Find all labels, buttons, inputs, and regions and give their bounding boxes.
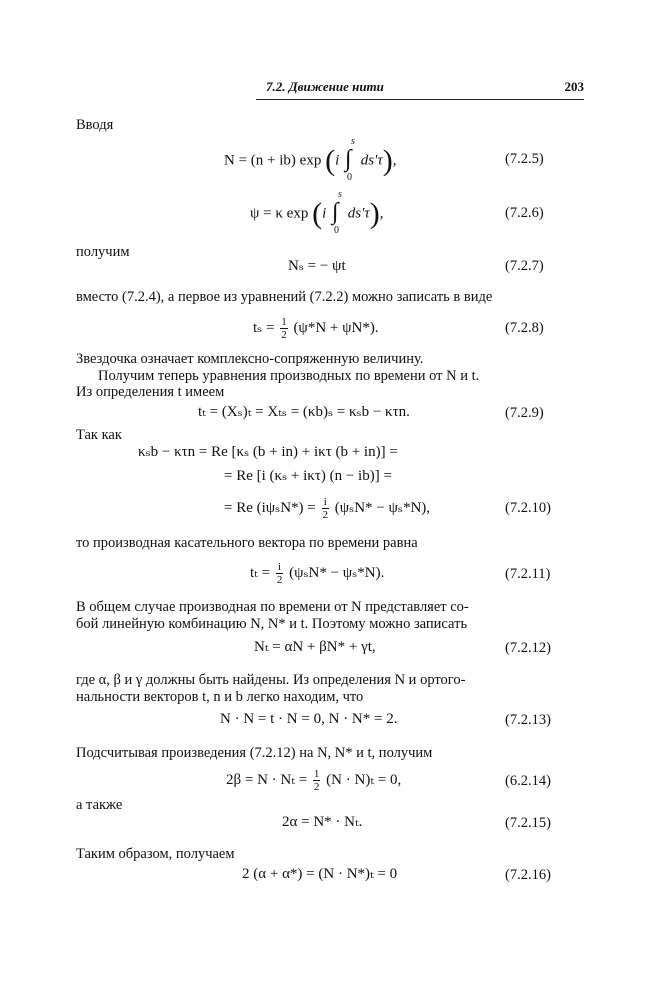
- equation-number: (7.2.6): [505, 205, 544, 221]
- section-title: 7.2. Движение нити: [266, 79, 384, 94]
- fraction: $\frac{1}{2}$: [281, 316, 287, 342]
- imag-unit: i: [322, 205, 327, 222]
- equation-number: (7.2.5): [505, 151, 544, 167]
- text-line: то производная касательного вектора по времени равна: [76, 535, 418, 551]
- text-line: Так как: [76, 427, 122, 443]
- equation-number: (7.2.9): [505, 405, 544, 421]
- paren-right: ): [382, 144, 393, 177]
- equation-7-2-13: N · N = t · N = 0, N · N* = 2.: [220, 711, 398, 727]
- text-line: Подсчитывая произведения (7.2.12) на N, N* и t, получим: [76, 745, 433, 761]
- text-line: Звездочка означает комплексно-сопряженную величину.: [76, 351, 424, 367]
- equation-number: (7.2.7): [505, 258, 544, 274]
- page-number: 203: [564, 79, 584, 94]
- equation-7-2-10-line1: κₛb − κτn = Re [κₛ (b + in) + iκτ (b + in)] =: [138, 444, 398, 460]
- text-line: бой линейную комбинацию N, N* и t. Поэтому можно записать: [76, 616, 468, 632]
- eq-rhs: (ψ*N + ψN*).: [293, 320, 379, 337]
- eq-tail: ,: [379, 205, 384, 222]
- text-line: Вводя: [76, 117, 114, 133]
- fraction: $\frac{i}{2}$: [322, 496, 329, 522]
- eq-lhs: = Re (iψₛN*) =: [224, 500, 316, 517]
- equation-7-2-7: Nₛ = − ψt: [288, 258, 346, 274]
- fraction: $\frac{i}{2}$: [276, 561, 283, 587]
- equation-number: (6.2.14): [505, 773, 551, 789]
- equation-7-2-10-line3: [224, 496, 430, 521]
- eq-rhs: (N · N)ₜ = 0,: [326, 772, 402, 789]
- equation-number: (7.2.15): [505, 815, 551, 831]
- equation-number: (7.2.16): [505, 867, 551, 883]
- text-line: получим: [76, 244, 130, 260]
- paren-right: ): [369, 197, 380, 230]
- eq-rhs: (ψₛN* − ψₛ*N).: [289, 565, 385, 582]
- text-line: вместо (7.2.4), а первое из уравнений (7.2.2) можно записать в виде: [76, 289, 493, 305]
- header-rule: [256, 99, 584, 100]
- equation-7-2-5: [224, 136, 397, 183]
- eq-lhs: N = (n + ib) exp: [224, 152, 322, 169]
- text-line: где α, β и γ должны быть найдены. Из определения N и ортого-: [76, 672, 466, 688]
- text-line: а также: [76, 797, 123, 813]
- integral-sign: ∫ s 0: [332, 189, 342, 236]
- equation-7-2-12: Nₜ = αN + βN* + γt,: [254, 639, 376, 655]
- eq-lhs: tₛ =: [253, 320, 275, 337]
- equation-7-2-9: tₜ = (Xₛ)ₜ = Xₜₛ = (κb)ₛ = κₛb − κτn.: [198, 404, 410, 420]
- text-line: Из определения t имеем: [76, 384, 225, 400]
- eq-lhs: tₜ =: [250, 565, 271, 582]
- integral-sign: ∫ s 0: [345, 136, 355, 183]
- eq-lhs: 2β = N · Nₜ =: [226, 772, 308, 789]
- equation-7-2-8: [253, 316, 379, 341]
- equation-7-2-10-line2: = Re [i (κₛ + iκτ) (n − ib)] =: [224, 468, 392, 484]
- text-line: нальности векторов t, n и b легко находим, что: [76, 689, 364, 705]
- equation-number: (7.2.8): [505, 320, 544, 336]
- paren-left: (: [325, 144, 336, 177]
- paren-left: (: [312, 197, 323, 230]
- eq-body: ds′τ: [347, 205, 370, 222]
- equation-number: (7.2.13): [505, 712, 551, 728]
- eq-body: ds′τ: [360, 152, 383, 169]
- running-header: [76, 80, 584, 102]
- equation-7-2-16: 2 (α + α*) = (N · N*)ₜ = 0: [242, 866, 398, 882]
- text-line: Получим теперь уравнения производных по времени от N и t.: [98, 368, 480, 384]
- equation-number: (7.2.11): [505, 566, 551, 582]
- equation-number: (7.2.12): [505, 640, 551, 656]
- equation-7-2-6: [250, 189, 384, 236]
- fraction: $\frac{1}{2}$: [313, 768, 320, 794]
- eq-tail: ,: [392, 152, 397, 169]
- equation-6-2-14: [226, 768, 401, 793]
- eq-rhs: (ψₛN* − ψₛ*N),: [334, 500, 431, 517]
- text-line: В общем случае производная по времени от N представляет со-: [76, 599, 469, 615]
- equation-number: (7.2.10): [505, 500, 551, 516]
- imag-unit: i: [335, 152, 340, 169]
- equation-7-2-11: [250, 561, 384, 586]
- equation-7-2-15: 2α = N* · Nₜ.: [282, 814, 363, 830]
- eq-lhs: ψ = κ exp: [250, 205, 309, 222]
- text-line: Таким образом, получаем: [76, 846, 235, 862]
